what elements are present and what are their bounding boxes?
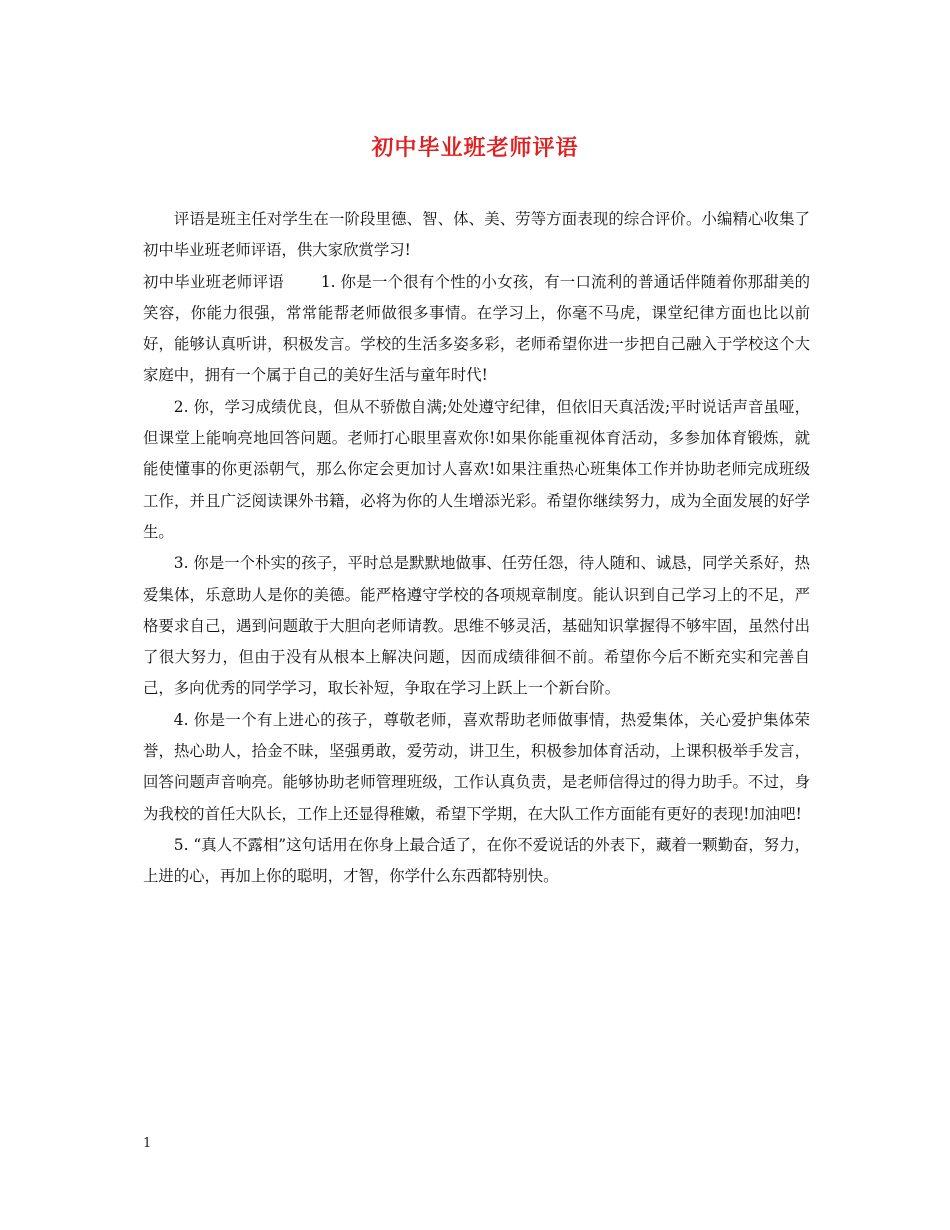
document-title: 初中毕业班老师评语 (371, 135, 579, 161)
item-paragraph-5: 5. “真人不露相”这句话用在你身上最合适了，在你不爱说话的外表下，藏着一颗勤奋，努力，上进的心，再加上你的聪明，才智，你学什么东西都特别快。 (143, 835, 810, 886)
item-paragraph-2: 2. 你，学习成绩优良，但从不骄傲自满;处处遵守纪律，但依旧天真活泼;平时说话声音虽哑，但课堂上能响亮地回答问题。老师打心眼里喜欢你!如果你能重视体育活动，多参加体育锻炼，就能使懂事的你更添朝气，那么你定会更加讨人喜欢!如果注重热心班集体工作并协助老师完成班级工作，并且广泛阅读课外书籍，必将为你的人生增添光彩。希望你继续努力，成为全面发展的好学生。 (143, 397, 810, 541)
document-body (143, 204, 810, 893)
page-number: 1 (143, 1136, 152, 1151)
item-paragraph-3: 3. 你是一个朴实的孩子，平时总是默默地做事、任劳任怨，待人随和、诚恳，同学关系好，热爱集体，乐意助人是你的美德。能严格遵守学校的各项规章制度。能认识到自己学习上的不足，严格要求自己，遇到问题敢于大胆向老师请教。思维不够灵活，基础知识掌握得不够牢固，虽然付出了很大努力，但由于没有从根本上解决问题，因而成绩徘徊不前。希望你今后不断充实和完善自己，多向优秀的同学学习，取长补短，争取在学习上跃上一个新台阶。 (143, 554, 810, 698)
section-heading: 初中毕业班老师评语 (143, 272, 284, 291)
item-paragraph-4: 4. 你是一个有上进心的孩子，尊敬老师，喜欢帮助老师做事情，热爱集体，关心爱护集体荣誉，热心助人，拾金不昧，坚强勇敢，爱劳动，讲卫生，积极参加体育活动，上课积极举手发言，回答问题声音响亮。能够协助老师管理班级，工作认真负责，是老师信得过的得力助手。不过，身为我校的首任大队长，工作上还显得稚嫩，希望下学期，在大队工作方面能有更好的表现!加油吧! (143, 710, 810, 823)
item-paragraph-1 (143, 267, 810, 392)
intro-paragraph: 评语是班主任对学生在一阶段里德、智、体、美、劳等方面表现的综合评价。小编精心收集了初中毕业班老师评语，供大家欣赏学习! (143, 210, 810, 260)
item-text-1: 1. 你是一个很有个性的小女孩，有一口流利的普通话伴随着你那甜美的笑容，你能力很强，常常能帮老师做很多事情。在学习上，你毫不马虎，课堂纪律方面也比以前好，能够认真听讲，积极发言。学校的生活多姿多彩，老师希望你进一步把自己融入于学校这个大家庭中，拥有一个属于自己的美好生活与童年时代! (143, 272, 810, 385)
